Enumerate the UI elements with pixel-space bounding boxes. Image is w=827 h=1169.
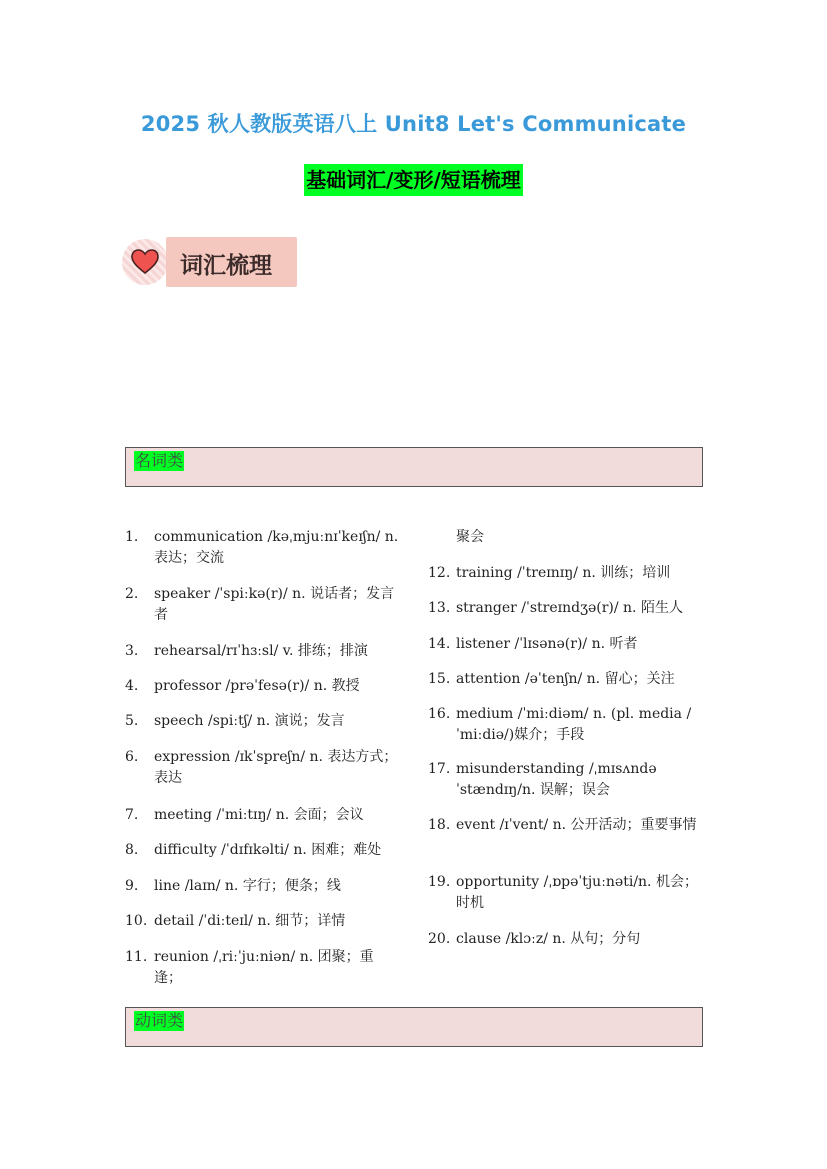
item-number: 13. (428, 600, 451, 616)
nouns-section-label: 名词类 (135, 451, 184, 470)
item-number: 5. (125, 713, 139, 729)
item-text: professor /prəˈfesə(r)/ n. 教授 (154, 678, 360, 694)
item-number: 11. (125, 949, 148, 965)
item-text: medium /ˈmiːdiəm/ n. (pl. media /ˈmiːdiə/)媒介；手段 (456, 706, 692, 743)
item-number: 7. (125, 807, 139, 823)
item-text: training /ˈtreɪnɪŋ/ n. 训练；培训 (456, 565, 671, 581)
item-text: reunion /ˌriːˈjuːniən/ n. 团聚；重逢； (154, 949, 374, 986)
item-number: 16. (428, 706, 451, 722)
item-continuation: 聚会 (456, 529, 484, 545)
item-number: 6. (125, 749, 139, 765)
item-number: 10. (125, 913, 148, 929)
item-text: rehearsal/rɪˈhɜːsl/ v. 排练；排演 (154, 643, 368, 659)
item-number: 2. (125, 586, 139, 602)
item-text: meeting /ˈmiːtɪŋ/ n. 会面；会议 (154, 807, 364, 823)
document-title: 2025 秋人教版英语八上 Unit8 Let's Communicate (140, 112, 687, 136)
item-number: 1. (125, 529, 139, 545)
document-subtitle: 基础词汇/变形/短语梳理 (304, 164, 523, 196)
verbs-section-header (125, 1007, 703, 1047)
item-text: communication /kəˌmjuːnɪˈkeɪʃn/ n. 表达；交流 (154, 529, 399, 566)
verbs-section-label: 动词类 (135, 1011, 184, 1030)
item-number: 20. (428, 931, 451, 947)
item-number: 9. (125, 878, 139, 894)
item-text: misunderstanding /ˌmɪsʌndəˈstændɪŋ/n. 误解；误会 (456, 761, 657, 798)
item-text: clause /klɔːz/ n. 从句；分句 (456, 931, 641, 947)
item-number: 15. (428, 671, 451, 687)
badge-circle (122, 239, 168, 285)
item-text: difficulty /ˈdɪfɪkəlti/ n. 困难；难处 (154, 842, 382, 858)
badge-label: 词汇梳理 (180, 252, 272, 279)
section-badge (122, 237, 297, 287)
item-number: 12. (428, 565, 451, 581)
item-number: 19. (428, 874, 451, 890)
item-number: 8. (125, 842, 139, 858)
item-text: expression /ɪkˈspreʃn/ n. 表达方式；表达 (154, 749, 398, 786)
item-text: speaker /ˈspiːkə(r)/ n. 说话者；发言者 (154, 586, 395, 623)
item-text: line /laɪn/ n. 字行；便条；线 (154, 878, 341, 894)
subtitle-wrapper (0, 164, 827, 196)
item-text: listener /ˈlɪsənə(r)/ n. 听者 (456, 636, 638, 652)
item-text: attention /əˈtenʃn/ n. 留心；关注 (456, 671, 675, 687)
item-number: 3. (125, 643, 139, 659)
heart-icon (131, 249, 159, 275)
item-text: detail /ˈdiːteɪl/ n. 细节；详情 (154, 913, 346, 929)
item-number: 14. (428, 636, 451, 652)
item-number: 4. (125, 678, 139, 694)
item-text: stranger /ˈstreɪndʒə(r)/ n. 陌生人 (456, 600, 683, 616)
item-text: opportunity /ˌɒpəˈtjuːnəti/n. 机会；时机 (456, 874, 698, 911)
item-number: 18. (428, 817, 451, 833)
item-number: 17. (428, 761, 451, 777)
item-text: speech /spiːtʃ/ n. 演说；发言 (154, 713, 345, 729)
nouns-section-header (125, 447, 703, 487)
item-text: event /ɪˈvent/ n. 公开活动；重要事情 (456, 817, 697, 833)
